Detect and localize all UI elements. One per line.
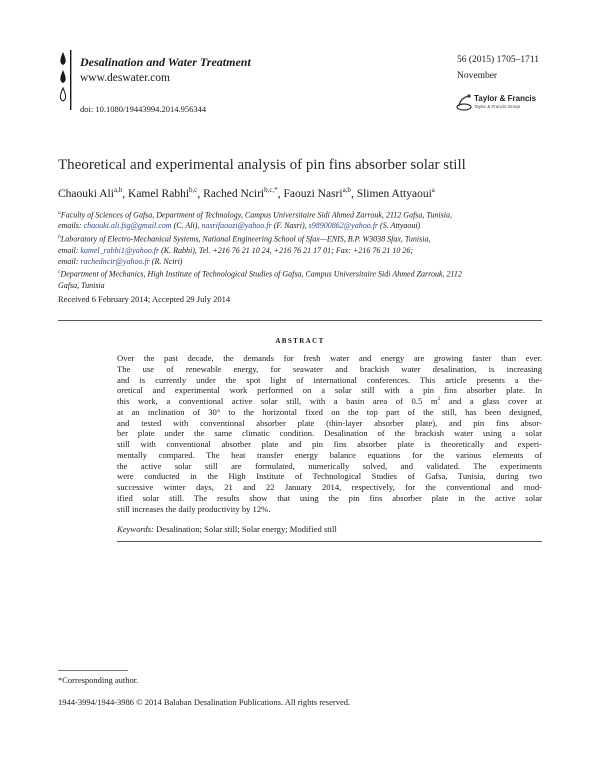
journal-website[interactable]: www.deswater.com [80, 72, 170, 84]
affiliation-a-emails [58, 221, 548, 232]
journal-title: Desalination and Water Treatment [80, 55, 251, 69]
received-dates: Received 6 February 2014; Accepted 29 July 2014 [58, 294, 231, 304]
email-owner: (R. Nciri) [149, 256, 183, 266]
affil-text: Laboratory of Electro-Mechanical Systems, National Engineering School of Sfax—ENIS, B.P. W3038 Sfax, Tunisia, [60, 234, 431, 244]
keywords-label: Keywords: [117, 524, 154, 534]
affil-marker: b [58, 234, 61, 241]
email-link[interactable]: chaouki.ali.fsg@gmail.com [83, 221, 172, 231]
author-affil-sup: b,c,* [264, 186, 278, 194]
abstract-body [117, 353, 542, 514]
affiliation-b-email [58, 246, 548, 257]
email-label: email: [58, 256, 81, 266]
author-name: Chaouki Ali [58, 187, 114, 200]
email-link[interactable]: s98900862@yahoo.fr [308, 221, 379, 231]
affil-text: Department of Mechanics, High Institute of Technological Studies of Gafsa, Campus Universitaire Sidi Ahmed Zarrouk, 2112 [60, 269, 462, 279]
abstract-heading: ABSTRACT [275, 337, 325, 345]
abstract-line-text: and a glass cover at [440, 396, 542, 406]
abstract-line: were conducted in the High Institute of Technological Studies of Gafsa, Tunisia, during two [117, 471, 542, 482]
abstract-line: at an inclination of 30° to the horizontal fixed on the top part of the still, has been designed, [117, 406, 542, 417]
publisher-logo [456, 93, 556, 113]
publisher-subtitle: Taylor & Francis Group [474, 104, 521, 109]
issue-month: November [457, 71, 498, 81]
email-owner: (F. Nasri), [271, 221, 309, 231]
abstract-line [117, 396, 542, 407]
author-separator: , [197, 187, 204, 200]
affil-text: Faculty of Sciences of Gafsa, Department of Technology, Campus Universitaire Sidi Ahmed Zarrouk, 2112 Gafsa, Tunisia, [60, 210, 452, 220]
email-link[interactable]: nasrifaouzi@yahoo.fr [201, 221, 272, 231]
email-link[interactable]: kamel_rabhi1@yahoo.fr [80, 245, 160, 255]
affiliation-b-email2 [58, 257, 548, 268]
copyright-line: 1944-3994/1944-3986 © 2014 Balaban Desalination Publications. All rights reserved. [58, 697, 351, 707]
email-link[interactable]: rachedncir@yahoo.fr [80, 256, 150, 266]
email-owner: (S. Attyaoui) [378, 221, 421, 231]
keywords [117, 524, 337, 534]
abstract-line: Over the past decade, the demands for fresh water and energy are growing faster than ever. [117, 353, 542, 363]
author-affil-sup: b,c [189, 186, 198, 194]
abstract-top-rule [58, 320, 542, 321]
article-title: Theoretical and experimental analysis of pin fins absorber solar still [58, 157, 466, 173]
abstract-line: oretical and experimental work performed on a solar still with a pin fins absorber plate. In [117, 385, 542, 396]
author-affil-sup: a,b [342, 186, 351, 194]
email-label: emails: [58, 221, 84, 231]
author-affil-sup: a,b [113, 186, 123, 194]
author-separator: , [122, 187, 129, 200]
author-affil-sup: a [431, 186, 435, 194]
author-list [58, 186, 435, 200]
affiliation-c-cont: Gafsa, Tunisia [58, 280, 105, 290]
abstract-line-text: this work, a conventional active solar still, with a basin area of 0.5 m [117, 396, 438, 406]
author-name: Faouzi Nasri [283, 187, 343, 200]
email-owner: (C. Ali), [171, 221, 202, 231]
abstract-line: mentally compared. The heat transfer energy balance equations for the various elements of [117, 449, 542, 460]
affil-marker: c [58, 269, 61, 276]
abstract-line: and is currently under the spot light of international conferences. This article presents a the- [117, 374, 542, 385]
corresponding-author-note: *Corresponding author. [58, 675, 139, 685]
affiliation-a [58, 208, 548, 221]
author-separator: , [277, 187, 284, 200]
publisher-name: Taylor & Francis [474, 94, 537, 103]
abstract-line: still with conventional absorber plate and pin fins absorber plate is theoretically and experi- [117, 439, 542, 449]
unit-superscript: 2 [437, 396, 441, 403]
abstract-line: the active solar still are formulated, numerically solved, and validated. The experiments [117, 460, 542, 471]
volume-pages: 56 (2015) 1705–1711 [457, 55, 539, 65]
affiliation-c [58, 267, 548, 280]
affil-marker: a [58, 210, 61, 216]
email-label: email: [58, 245, 81, 255]
abstract-line: ber plate under the same climatic condition. Desalination of the brackish water using a solar [117, 428, 542, 439]
footnote-rule [58, 670, 128, 671]
abstract-line: successive winter days, 21 and 22 January 2014, respectively, for the conventional and mod- [117, 482, 542, 492]
abstract-line: and tested with conventional absorber plate (thin-layer absorber plate), and pin fins absor- [117, 417, 542, 428]
publisher-lamp-icon [456, 93, 472, 111]
abstract-line: The use of renewable energy, for seawater and brackish water desalination, is increasing [117, 363, 542, 374]
keywords-list: Desalination; Solar still; Solar energy; Modified still [153, 524, 337, 534]
author-name: Slimen Attyaoui [356, 187, 432, 200]
affiliations [58, 208, 548, 292]
abstract-line: still increases the daily productivity by 12%. [117, 503, 271, 514]
abstract-line: ified solar still. The results show that using the pin fins absorber plate in the active solar [117, 492, 542, 503]
article-doi[interactable]: doi: 10.1080/19443994.2014.956344 [80, 104, 207, 114]
author-name: Rached Nciri [203, 187, 265, 200]
journal-logo [58, 50, 76, 110]
author-separator: , [350, 187, 357, 200]
abstract-bottom-rule [117, 541, 542, 542]
author-name: Kamel Rabhi [128, 187, 190, 200]
affiliation-b [58, 232, 548, 245]
email-owner: (K. Rabhi), Tel. +216 76 21 10 24, +216 76 21 17 01; Fax: +216 76 21 10 26; [159, 245, 414, 255]
